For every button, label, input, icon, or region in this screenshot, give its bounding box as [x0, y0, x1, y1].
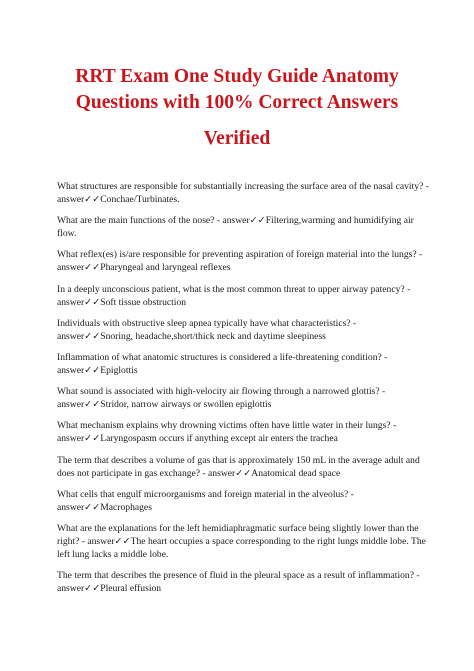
answer-marker: answer✓✓	[57, 433, 101, 445]
qa-item	[57, 488, 429, 514]
answer-marker: answer✓✓	[208, 467, 252, 479]
answer-text: Pleural effusion	[100, 583, 162, 595]
title-line-1: RRT Exam One Study Guide Anatomy	[75, 66, 399, 87]
qa-list	[57, 180, 429, 603]
answer-marker: answer✓✓	[222, 215, 266, 227]
answer-marker: answer✓✓	[57, 330, 101, 342]
qa-item	[57, 180, 429, 206]
question-text: What reflex(es) is/are responsible for preventing aspiration of foreign material into the lungs? -	[57, 249, 423, 261]
answer-text: Macrophages	[100, 501, 152, 513]
question-text: The term that describes the presence of fluid in the pleural space as a result of inflammation? -	[57, 570, 420, 582]
answer-text: Snoring, headache,short/thick neck and daytime sleepiness	[100, 330, 326, 342]
question-text: What cells that engulf microorganisms and foreign material in the alveolus? -	[57, 488, 354, 500]
qa-item	[57, 454, 429, 480]
qa-item	[57, 214, 429, 240]
answer-marker: answer✓✓	[57, 364, 101, 376]
answer-text: Filtering,warming and humidifying air flow.	[57, 215, 414, 240]
answer-marker: answer✓✓	[57, 583, 101, 595]
answer-text: Soft tissue obstruction	[100, 296, 187, 308]
answer-marker: answer✓✓	[57, 399, 101, 411]
question-text: What sound is associated with high-velocity air flowing through a narrowed glottis? -	[57, 386, 386, 398]
question-text: What structures are responsible for substantially increasing the surface area of the nasal cavity? -	[57, 181, 429, 192]
question-text: What mechanism explains why drowning victims often have little water in their lungs? -	[57, 420, 397, 432]
question-text: In a deeply unconscious patient, what is the most common threat to upper airway patency? -	[57, 283, 411, 295]
title-line-2: Questions with 100% Correct Answers	[75, 92, 399, 113]
answer-text: Laryngospasm occurs if anything except air enters the trachea	[100, 433, 338, 445]
answer-text: Stridor, narrow airways or swollen epiglottis	[100, 399, 272, 411]
title-line-3: Verified	[203, 128, 271, 149]
qa-item	[57, 283, 429, 309]
question-text: Individuals with obstructive sleep apnea typically have what characteristics? -	[57, 317, 357, 329]
qa-item	[57, 419, 429, 445]
qa-item	[57, 569, 429, 595]
answer-text: The heart occupies a space corresponding to the right lungs middle lobe. The left lung lacks a middle lobe.	[57, 535, 426, 560]
answer-marker: answer✓✓	[57, 296, 101, 308]
answer-marker: answer✓✓	[57, 501, 101, 513]
qa-item	[57, 351, 429, 377]
answer-marker: answer✓✓	[57, 262, 101, 274]
document-title	[40, 64, 434, 152]
answer-text: Pharyngeal and laryngeal reflexes	[100, 262, 231, 274]
qa-item	[57, 317, 429, 343]
qa-item	[57, 385, 429, 411]
qa-item	[57, 522, 429, 561]
answer-text: Conchae/Turbinates.	[100, 194, 180, 205]
question-text: Inflammation of what anatomic structures is considered a life-threatening condition? -	[57, 351, 388, 363]
answer-text: Epiglottis	[100, 364, 138, 376]
answer-marker: answer✓✓	[87, 535, 131, 547]
answer-marker: answer✓✓	[57, 194, 101, 205]
question-text: The term that describes a volume of gas that is approximately 150 mL in the average adult and does not participate in gas exchange? -	[57, 454, 420, 479]
question-text: What are the explanations for the left hemidiaphragmatic surface being slightly lower than the right? -	[57, 522, 419, 547]
answer-text: Anatomical dead space	[251, 467, 341, 479]
question-text: What are the main functions of the nose? -	[57, 215, 223, 227]
qa-item	[57, 248, 429, 274]
